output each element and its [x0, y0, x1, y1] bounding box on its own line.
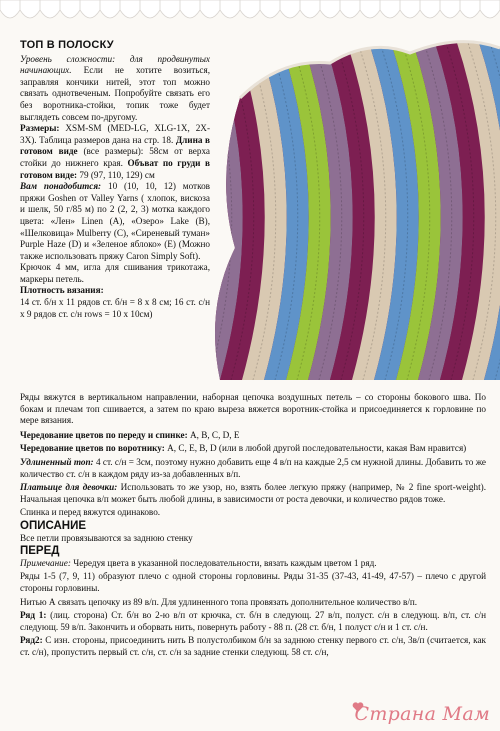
front-note — [20, 558, 486, 570]
materials-paragraph — [20, 181, 210, 262]
front-back-colors — [20, 430, 486, 442]
extended-label: Удлиненный топ: — [20, 456, 94, 467]
girls-dress — [20, 482, 486, 505]
materials-label: Вам понадобится: — [20, 181, 102, 192]
collar-colors — [20, 443, 486, 455]
watermark-text: Страна Мам — [354, 703, 490, 725]
row-1-value: (лиц. сторона) Ст. б/н во 2-ю в/п от крючка, ст. б/н в следующ. 27 в/п, полуст. с/н в следующ. в/п, ст. с/н следующ. 59 в/п. Закончить и оборвать нить, повернуть работу - 88 п. (28 ст. б/н, 1 полуст с/н и 1 ст. с/н. — [20, 610, 487, 632]
sizes-label: Размеры: — [20, 123, 60, 134]
length-label: Длина в готовом виде — [20, 134, 210, 157]
front-back-value: A, B, C, D, E — [189, 429, 240, 440]
sizes-value: XSM-SM (MED-LG, XLG-1X, 2X-3X). Таблица размеров дана на стр. 18. — [20, 123, 211, 145]
front-note-value: Чередуя цвета в указанной последовательности, вязать каждым цветом 1 ряд. — [73, 557, 377, 568]
row-2 — [20, 635, 486, 658]
row-1-label: Ряд 1: — [20, 610, 47, 621]
sizes-paragraph — [20, 123, 210, 181]
main-text — [20, 392, 486, 658]
extended-value: 4 ст. с/н = 3см, поэтому нужно добавить еще 4 в/п на каждые 2,5 см нужной длины. Добавить то же количество ст. с/н в каждом ряду из-за добавленных в/п. — [20, 456, 487, 479]
chest-value: 79 (97, 110, 129) см — [79, 169, 155, 180]
front-heading: ПЕРЕД — [20, 545, 60, 558]
front-note-label: Примечание: — [20, 557, 71, 568]
materials-value: 10 (10, 10, 12) мотков пряжи Goshen от Valley Yarns ( хлопок, вискоза и шелк, 50 г/85 м) по 2 (2, 2, 3) мотка каждого цвета: «Лен» Linen (A), «Озеро» Lake (B), «Шелковица» Mulberry (C), «Сиреневый туман» Purple Haze (D) и «Зеленое яблоко» (E) (Можно также использовать пряжу Caron Simply Soft). — [20, 181, 211, 261]
row-2-value: С изн. стороны, присоединить нить B полустолбиком б/н за заднюю стенку первого ст. с/н, 3в/п (считается, как ст. с/н), пропустить первый ст. с/н, ст. с/н за задние стенки следующ. 58 ст. с/н, — [20, 635, 487, 657]
length-value: (все размеры): 58см от верха стойки до нижнего края. — [20, 146, 210, 168]
extended-top — [20, 457, 486, 480]
left-column — [20, 40, 210, 320]
pattern-title: ТОП В ПОЛОСКУ — [20, 39, 114, 51]
intro-text: Если не хотите возиться, заправляя кончики нитей, этот топ можно связать однотвеченым. Попробуйте связать его без воротника-стойки, топик тоже будет выглядеть совсем по-другому. — [20, 65, 210, 122]
collar-label: Чередование цветов по воротнику: — [20, 443, 165, 454]
rows-1-5: Ряды 1-5 (7, 9, 11) образуют плечо с одной стороны горловины. Ряды 31-35 (37-43, 41-49, 47-57) – плечо с другой стороны горловины. — [20, 571, 486, 593]
same-note: Спинка и перед вяжутся одинаково. — [20, 507, 161, 518]
description-heading: ОПИСАНИЕ — [20, 519, 87, 532]
intro-paragraph — [20, 54, 210, 124]
row-2-label: Ряд2: — [20, 635, 43, 646]
collar-value: A, C, E, B, D (или в любой другой последовательности, какая Вам нравится) — [167, 443, 467, 454]
hook-paragraph: Крючок 4 мм, игла для сшивания трикотажа, маркеры петель. — [20, 262, 210, 284]
front-back-label: Чередование цветов по переду и спинке: — [20, 429, 188, 440]
girls-value: Использовать то же узор, но, взять более легкую пряжу (например, № 2 fine sport-weight). Начальная цепочка в/п может быть любой длины, в зависимости от роста девочки, и количество рядов тоже. — [20, 482, 486, 504]
description-text: Все петли провязываются за заднюю стенку — [20, 532, 193, 543]
chest-label: Объват по груди в готовом виде: — [20, 157, 210, 180]
gauge-label: Плотность вязания: — [20, 285, 104, 296]
rows-note: Ряды вяжутся в вертикальном направлении, наборная цепочка воздушных петель – со стороны бокового шва. По бокам и плечам топ сшивается, а затем по краю выреза вяжется воротник-стойка и присоединяется к горловине по мере вязания. — [20, 392, 486, 426]
striped-top-photo — [210, 28, 500, 380]
level-label: Уровень сложности: — [20, 53, 116, 64]
gauge-value: 14 ст. б/н x 11 рядов ст. б/н = 8 x 8 см; 16 ст. с/н x 9 рядов ст. с/н rows = 10 x 10см) — [20, 297, 210, 319]
chain-instruction: Нитью А связать цепочку из 89 в/п. Для удлиненного топа провязать дополнительное количество в/п. — [20, 596, 418, 607]
row-1 — [20, 610, 486, 633]
girls-label: Платьице для девочки: — [20, 482, 118, 493]
level-value: для продвинутых начинающих. — [20, 53, 210, 76]
